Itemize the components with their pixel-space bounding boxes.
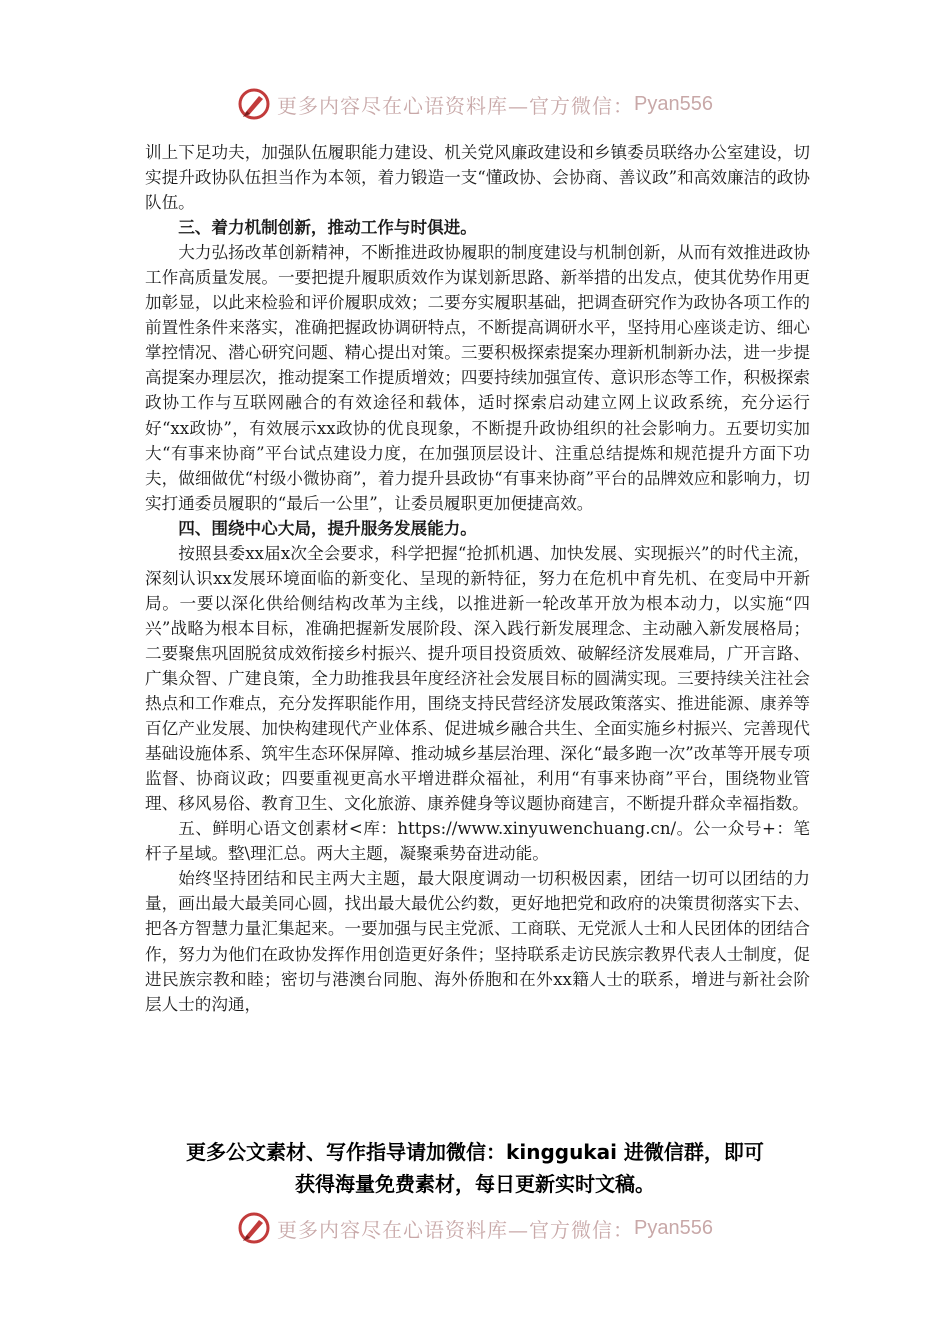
section-heading-3: 三、着力机制创新，推动工作与时俱进。 [178,217,477,238]
banner-wechat-id: Pyan556 [634,92,713,115]
footer-banner [0,1208,950,1248]
pen-logo-icon [237,1211,271,1245]
promo-notice [140,1136,810,1200]
promo-line-1: 更多公文素材、写作指导请加微信：kinggukai 进微信群，即可 [186,1140,764,1164]
paragraph-section-5: 始终坚持团结和民主两大主题，最大限度调动一切积极因素，团结一切可以团结的力量，画出最大最美同心圆，找出最大最优公约数，更好地把党和政府的决策贯彻落实下去、把各方智慧力量汇集起来。一要加强与民主党派、工商联、无党派人士和人民团体的团结合作，努力为他们在政协发挥作用创造更好条件；坚持联系走访民族宗教界代表人士制度，促进民族宗教和睦；密切与港澳台同胞、海外侨胞和在外xx籍人士的联系，增进与新社会阶层人士的沟通， [145,869,810,1014]
section-heading-5: 五、鲜明心语文创素材<库：https://www.xinyuwenchuang.cn/。公一众号+：笔杆子星域。整\理汇总。两大主题，凝聚乘势奋进动能。 [145,819,810,864]
paragraph-section-4: 按照县委xx届x次全会要求，科学把握“抢抓机遇、加快发展、实现振兴”的时代主流，深刻认识xx发展环境面临的新变化、呈现的新特征，努力在危机中育先机、在变局中开新局。一要以深化供给侧结构改革为主线，以推进新一轮改革开放为根本动力，以实施“四兴”战略为根本目标，准确把握新发展阶段、深入践行新发展理念、主动融入新发展格局；二要聚焦巩固脱贫成效衔接乡村振兴、提升项目投资质效、破解经济发展难局，广开言路、广集众智、广建良策，全力助推我县年度经济社会发展目标的圆满实现。三要持续关注社会热点和工作难点，充分发挥职能作用，围绕支持民营经济发展政策落实、推进能源、康养等百亿产业发展、加快构建现代产业体系、促进城乡融合共生、全面实施乡村振兴、完善现代基础设施体系、筑牢生态环保屏障、推动城乡基层治理、深化“最多跑一次”改革等开展专项监督、协商议政；四要重视更高水平增进群众福祉，利用“有事来协商”平台，围绕物业管理、移风易俗、教育卫生、文化旅游、康养健身等议题协商建言，不断提升群众幸福指数。 [145,543,810,814]
banner-text: 更多内容尽在心语资料库—官方微信： [277,93,635,118]
paragraph-section-3: 大力弘扬改革创新精神，不断推进政协履职的制度建设与机制创新，从而有效推进政协工作高质量发展。一要把提升履职质效作为谋划新思路、新举措的出发点，使其优势作用更加彰显，以此来检验和评价履职成效；二要夯实履职基础，把调查研究作为政协各项工作的前置性条件来落实，准确把握政协调研特点，不断提高调研水平，坚持用心座谈走访、细心掌控情况、潜心研究问题、精心提出对策。三要积极探索提案办理新机制新办法，进一步提高提案办理层次，推动提案工作提质增效；四要持续加强宣传、意识形态等工作，积极探索政协工作与互联网融合的有效途径和载体，适时探索启动建立网上议政系统，充分运行好“xx政协”，有效展示xx政协的优良现象，不断提升政协组织的社会影响力。五要切实加大“有事来协商”平台试点建设力度，在加强顶层设计、注重总结提炼和规范提升方面下功夫，做细做优“村级小微协商”，着力提升县政协“有事来协商”平台的品牌效应和影响力，切实打通委员履职的“最后一公里”，让委员履职更加便捷高效。 [145,243,810,513]
promo-line-2: 获得海量免费素材，每日更新实时文稿。 [295,1172,655,1196]
document-body [145,140,810,1017]
header-banner [0,84,950,124]
pen-logo-icon [237,87,271,121]
banner-text: 更多内容尽在心语资料库—官方微信： [277,1217,635,1242]
banner-wechat-id: Pyan556 [634,1216,713,1239]
section-heading-4: 四、围绕中心大局，提升服务发展能力。 [178,517,477,538]
paragraph-continued: 训上下足功夫，加强队伍履职能力建设、机关党风廉政建设和乡镇委员联络办公室建设，切实提升政协队伍担当作为本领，着力锻造一支“懂政协、会协商、善议政”和高效廉洁的政协队伍。 [145,143,810,213]
